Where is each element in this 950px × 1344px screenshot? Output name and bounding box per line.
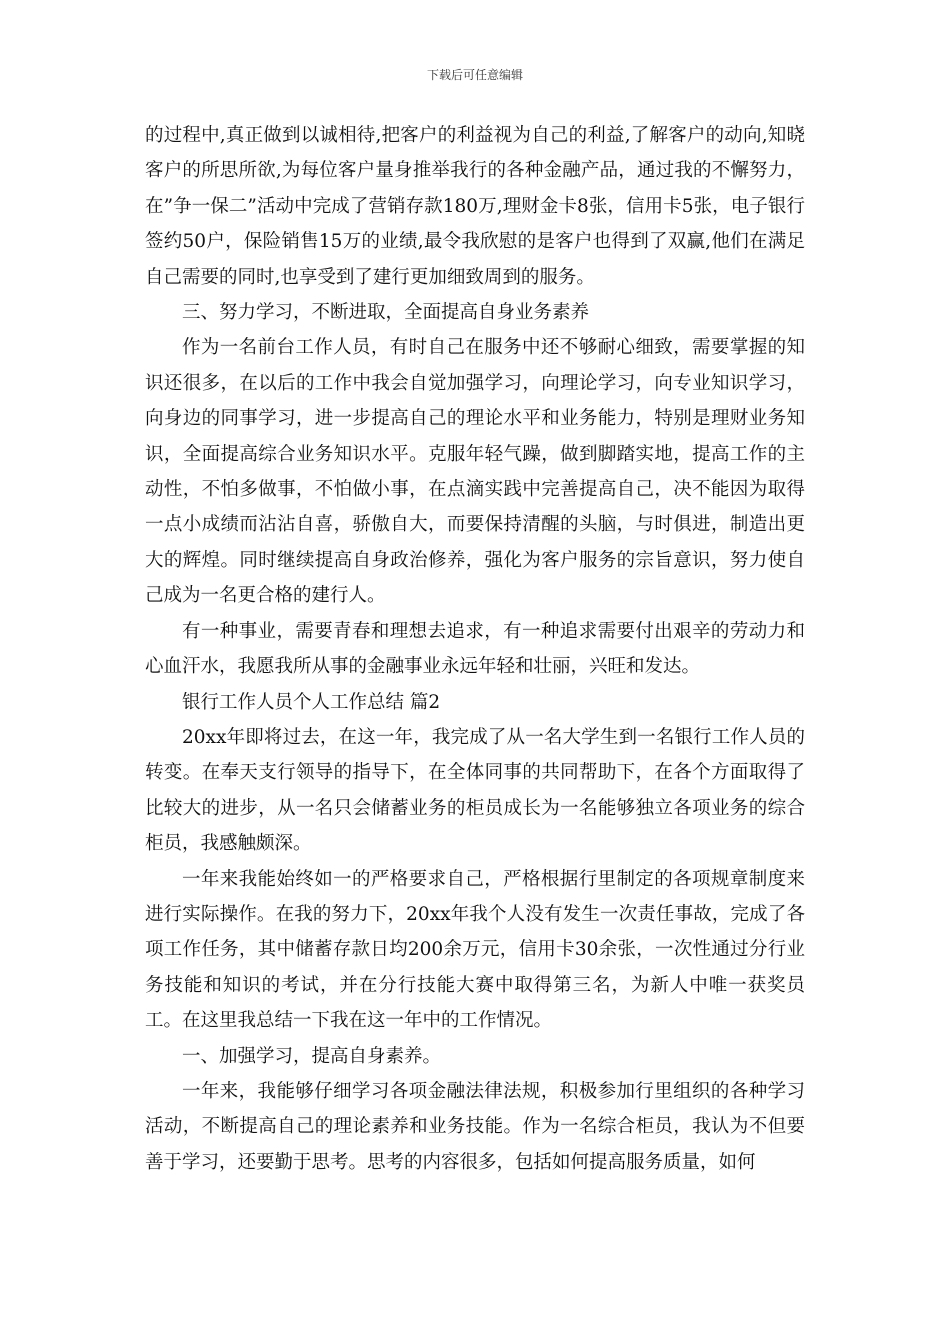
page-header: 下载后可任意编辑 <box>426 68 523 82</box>
section-heading: 三、努力学习，不断进取，全面提高自身业务素养 <box>182 302 590 324</box>
document-body <box>145 118 805 1180</box>
article-title: 银行工作人员个人工作总结 篇2 <box>182 691 441 713</box>
paragraph: 有一种事业，需要青春和理想去追求，有一种追求需要付出艰辛的劳动力和心血汗水，我愿我所从事的金融事业永远年轻和壮丽，兴旺和发达。 <box>145 620 805 678</box>
paragraph: 的过程中,真正做到以诚相待,把客户的利益视为自己的利益,了解客户的动向,知晓客户的所思所欲,为每位客户量身推举我行的各种金融产品，通过我的不懈努力，在”争一保二”活动中完成了营销存款180万,理财金卡8张，信用卡5张，电子银行签约50户，保险销售15万的业绩,最令我欣慰的是客户也得到了双赢,他们在满足自己需要的同时,也享受到了建行更加细致周到的服务。 <box>145 125 805 288</box>
paragraph: 作为一名前台工作人员，有时自己在服务中还不够耐心细致，需要掌握的知识还很多，在以后的工作中我会自觉加强学习，向理论学习，向专业知识学习，向身边的同事学习，进一步提高自己的理论水平和业务能力，特别是理财业务知识，全面提高综合业务知识水平。克服年轻气躁，做到脚踏实地，提高工作的主动性，不怕多做事，不怕做小事，在点滴实践中完善提高自己，决不能因为取得一点小成绩而沾沾自喜，骄傲自大，而要保持清醒的头脑，与时俱进，制造出更大的辉煌。同时继续提高自身政治修养，强化为客户服务的宗旨意识，努力使自己成为一名更合格的建行人。 <box>145 337 805 607</box>
paragraph: 一年来我能始终如一的严格要求自己，严格根据行里制定的各项规章制度来进行实际操作。在我的努力下，20xx年我个人没有发生一次责任事故，完成了各项工作任务，其中储蓄存款日均200余万元，信用卡30余张，一次性通过分行业务技能和知识的考试，并在分行技能大赛中取得第三名，为新人中唯一获奖员工。在这里我总结一下我在这一年中的工作情况。 <box>145 868 805 1032</box>
paragraph: 20xx年即将过去，在这一年，我完成了从一名大学生到一名银行工作人员的转变。在奉天支行领导的指导下，在全体同事的共同帮助下，在各个方面取得了比较大的进步，从一名只会储蓄业务的柜员成长为一名能够独立各项业务的综合柜员，我感触颇深。 <box>145 726 805 855</box>
section-heading: 一、加强学习，提高自身素养。 <box>182 1045 442 1067</box>
paragraph: 一年来，我能够仔细学习各项金融法律法规，积极参加行里组织的各种学习活动，不断提高自己的理论素养和业务技能。作为一名综合柜员，我认为不但要善于学习，还要勤于思考。思考的内容很多，包括如何提高服务质量，如何 <box>145 1080 805 1173</box>
